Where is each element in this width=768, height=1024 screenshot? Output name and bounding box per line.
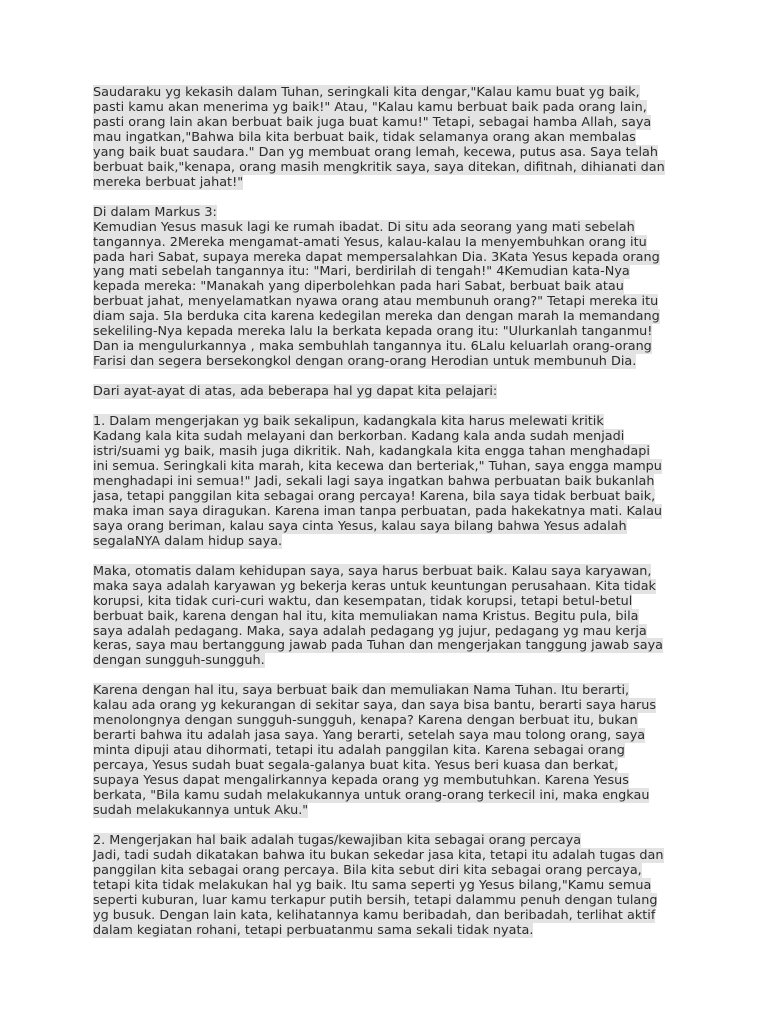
text-line-highlight: istri/suami yg baik, masih juga dikritik. Nah, kadangkala kita engga tahan menghadapi [93, 444, 650, 460]
text-line-highlight: jasa, tetapi panggilan kita sebagai orang percaya! Karena, bila saya tidak berbuat baik, [93, 488, 656, 504]
text-line [93, 415, 693, 430]
text-line-highlight: Karena dengan hal itu, saya berbuat baik dan memuliakan Nama Tuhan. Itu berarti, [93, 683, 630, 699]
text-line-highlight: berarti bahwa itu adalah jasa saya. Yang berarti, setelah saya mau tolong orang, saya [93, 728, 646, 744]
text-line [93, 834, 693, 849]
document-page [93, 86, 693, 954]
text-line-highlight: korupsi, kita tidak curi-curi waktu, dan kesempatan, tidak korupsi, tetapi betul-betul [93, 593, 633, 609]
text-line-highlight: sudah melakukannya untuk Aku." [93, 802, 309, 818]
text-line [93, 131, 693, 146]
text-line-highlight: pada hari Sabat, supaya mereka dapat mempersalahkan Dia. 3Kata Yesus kepada orang [93, 249, 660, 265]
text-line [93, 849, 693, 864]
text-line [93, 280, 693, 295]
text-line-highlight: yang baik buat saudara." Dan yg membuat orang lemah, kecewa, putus asa. Saya telah [93, 144, 659, 160]
text-line-highlight: Farisi dan segera bersekongkol dengan orang-orang Herodian untuk membunuh Dia. [93, 354, 637, 370]
text-line-highlight: dengan sungguh-sungguh. [93, 653, 265, 669]
paragraph [93, 684, 693, 819]
text-line-highlight: pasti kamu akan menerima yg baik!" Atau, "Kalau kamu berbuat baik pada orang lain, [93, 99, 647, 115]
text-line [93, 864, 693, 879]
text-line [93, 714, 693, 729]
text-line [93, 699, 693, 714]
text-line [93, 146, 693, 161]
text-line-highlight: 2. Mengerjakan hal baik adalah tugas/kewajiban kita sebagai orang percaya [93, 832, 582, 848]
paragraph [93, 565, 693, 670]
text-line-highlight: minta dipuji atau dihormati, tetapi itu adalah panggilan kita. Karena sebagai orang [93, 743, 625, 759]
text-line-highlight: maka saya adalah karyawan yg bekerja keras untuk keuntungan perusahaan. Kita tidak [93, 578, 656, 594]
text-line [93, 565, 693, 580]
paragraph [93, 415, 693, 550]
text-line-highlight: berbuat baik,"kenapa, orang masih mengkritik saya, saya ditekan, difitnah, dihianati dan [93, 159, 665, 175]
text-line [93, 654, 693, 669]
text-line [93, 161, 693, 176]
text-line-highlight: berbuat baik, karena dengan hal itu, kita memuliakan nama Kristus. Begitu pula, bila [93, 608, 639, 624]
text-line-highlight: Di dalam Markus 3: [93, 204, 217, 220]
text-line [93, 610, 693, 625]
text-line-highlight: diam saja. 5Ia berduka cita karena kedegilan mereka dan dengan marah Ia memandang [93, 309, 660, 325]
text-line-highlight: Dan ia mengulurkannya , maka sembuhlah tangannya itu. 6Lalu keluarlah orang-orang [93, 339, 652, 355]
text-line [93, 759, 693, 774]
text-line [93, 176, 693, 191]
text-line [93, 475, 693, 490]
text-line [93, 535, 693, 550]
text-line [93, 221, 693, 236]
text-line-highlight: supaya Yesus dapat mengalirkannya kepada orang yg membutuhkan. Karena Yesus [93, 773, 629, 789]
text-line-highlight: kalau ada orang yg kekurangan di sekitar saya, dan saya bisa bantu, berarti saya harus [93, 698, 657, 714]
text-line-highlight: yang mati sebelah tangannya itu: "Mari, berdirilah di tengah!" 4Kemudian kata-Nya [93, 264, 630, 280]
text-line-highlight: Kadang kala kita sudah melayani dan berkorban. Kadang kala anda sudah menjadi [93, 429, 625, 445]
text-line-highlight: Saudaraku yg kekasih dalam Tuhan, seringkali kita dengar,"Kalau kamu buat yg baik, [93, 85, 640, 100]
text-line-highlight: yg busuk. Dengan lain kata, kelihatannya kamu beribadah, dan beribadah, terlihat aktif [93, 907, 656, 923]
text-line [93, 520, 693, 535]
text-line-highlight: menolongnya dengan sungguh-sungguh, kenapa? Karena dengan berbuat itu, bukan [93, 713, 638, 729]
text-line-highlight: dalam kegiatan rohani, tetapi perbuatanmu sama sekali tidak nyata. [93, 922, 534, 938]
text-line [93, 595, 693, 610]
text-line-highlight: 1. Dalam mengerjakan yg baik sekalipun, kadangkala kita harus melewati kritik [93, 414, 604, 430]
text-line [93, 774, 693, 789]
text-line-highlight: panggilan kita sebagai orang percaya. Bila kita sebut diri kita sebagai orang percaya, [93, 862, 642, 878]
text-line [93, 909, 693, 924]
text-line [93, 445, 693, 460]
text-line [93, 310, 693, 325]
text-line-highlight: ini semua. Seringkali kita marah, kita kecewa dan berteriak," Tuhan, saya engga mampu [93, 458, 662, 474]
text-line-highlight: sekeliling-Nya kepada mereka lalu Ia berkata kepada orang itu: "Ulurkanlah tanganmu! [93, 324, 653, 340]
text-line [93, 490, 693, 505]
text-line [93, 206, 693, 221]
text-line [93, 684, 693, 699]
paragraph [93, 206, 693, 370]
paragraph [93, 834, 693, 939]
text-line-highlight: maka iman saya diragukan. Karena iman tanpa perbuatan, pada hakekatnya mati. Kalau [93, 503, 663, 519]
text-line [93, 460, 693, 475]
text-line-highlight: kepada mereka: "Manakah yang diperbolehkan pada hari Sabat, berbuat baik atau [93, 279, 624, 295]
text-line [93, 789, 693, 804]
text-line [93, 265, 693, 280]
text-line [93, 251, 693, 266]
text-line-highlight: segalaNYA dalam hidup saya. [93, 533, 283, 549]
text-line [93, 340, 693, 355]
text-line-highlight: Maka, otomatis dalam kehidupan saya, saya harus berbuat baik. Kalau saya karyawan, [93, 563, 652, 579]
text-line [93, 101, 693, 116]
text-line-highlight: Dari ayat-ayat di atas, ada beberapa hal yg dapat kita pelajari: [93, 384, 498, 400]
text-line-highlight: berbuat jahat, menyelamatkan nyawa orang atau membunuh orang?" Tetapi mereka itu [93, 294, 659, 310]
text-line-highlight: mau ingatkan,"Bahwa bila kita berbuat baik, tidak selamanya orang akan membalas [93, 129, 636, 145]
text-line [93, 430, 693, 445]
text-line-highlight: tetapi kita tidak melakukan hal yg baik. Itu sama seperti yg Yesus bilang,"Kamu semua [93, 877, 652, 893]
text-line [93, 236, 693, 251]
text-line-highlight: berkata, "Bila kamu sudah melakukannya untuk orang-orang terkecil ini, maka engkau [93, 788, 650, 804]
text-line-highlight: mereka berbuat jahat!" [93, 174, 244, 190]
text-line [93, 580, 693, 595]
text-line [93, 879, 693, 894]
text-line [93, 355, 693, 370]
text-line-highlight: saya orang beriman, kalau saya cinta Yesus, kalau saya bilang bahwa Yesus adalah [93, 518, 627, 534]
text-line [93, 729, 693, 744]
text-line [93, 744, 693, 759]
text-line [93, 295, 693, 310]
text-line-highlight: menghadapi ini semua!" Jadi, sekali lagi saya ingatkan bahwa perbuatan baik bukanlah [93, 473, 655, 489]
text-line-highlight: Jadi, tadi sudah dikatakan bahwa itu bukan sekedar jasa kita, tetapi itu adalah tugas dan [93, 847, 664, 863]
text-line-highlight: Kemudian Yesus masuk lagi ke rumah ibadat. Di situ ada seorang yang mati sebelah [93, 219, 635, 235]
paragraph [93, 385, 693, 400]
text-line [93, 385, 693, 400]
text-line [93, 924, 693, 939]
text-line [93, 505, 693, 520]
text-line [93, 639, 693, 654]
text-line [93, 804, 693, 819]
text-line-highlight: pasti orang lain akan berbuat baik juga buat kamu!" Tetapi, sebagai hamba Allah, saya [93, 114, 652, 130]
text-line [93, 116, 693, 131]
text-line-highlight: tangannya. 2Mereka mengamat-amati Yesus, kalau-kalau Ia menyembuhkan orang itu [93, 234, 647, 250]
text-line-highlight: seperti kuburan, luar kamu terkapur putih bersih, tetapi dalammu penuh dengan tulang [93, 892, 658, 908]
paragraph [93, 86, 693, 191]
text-line-highlight: keras, saya mau bertanggung jawab pada Tuhan dan mengerjakan tanggung jawab saya [93, 638, 664, 654]
text-line-highlight: saya adalah pedagang. Maka, saya adalah pedagang yg jujur, pedagang yg mau kerja [93, 623, 647, 639]
text-line [93, 625, 693, 640]
text-line [93, 325, 693, 340]
text-line-highlight: percaya, Yesus sudah buat segala-galanya buat kita. Yesus beri kuasa dan berkat, [93, 758, 619, 774]
text-line [93, 86, 693, 101]
text-line [93, 894, 693, 909]
